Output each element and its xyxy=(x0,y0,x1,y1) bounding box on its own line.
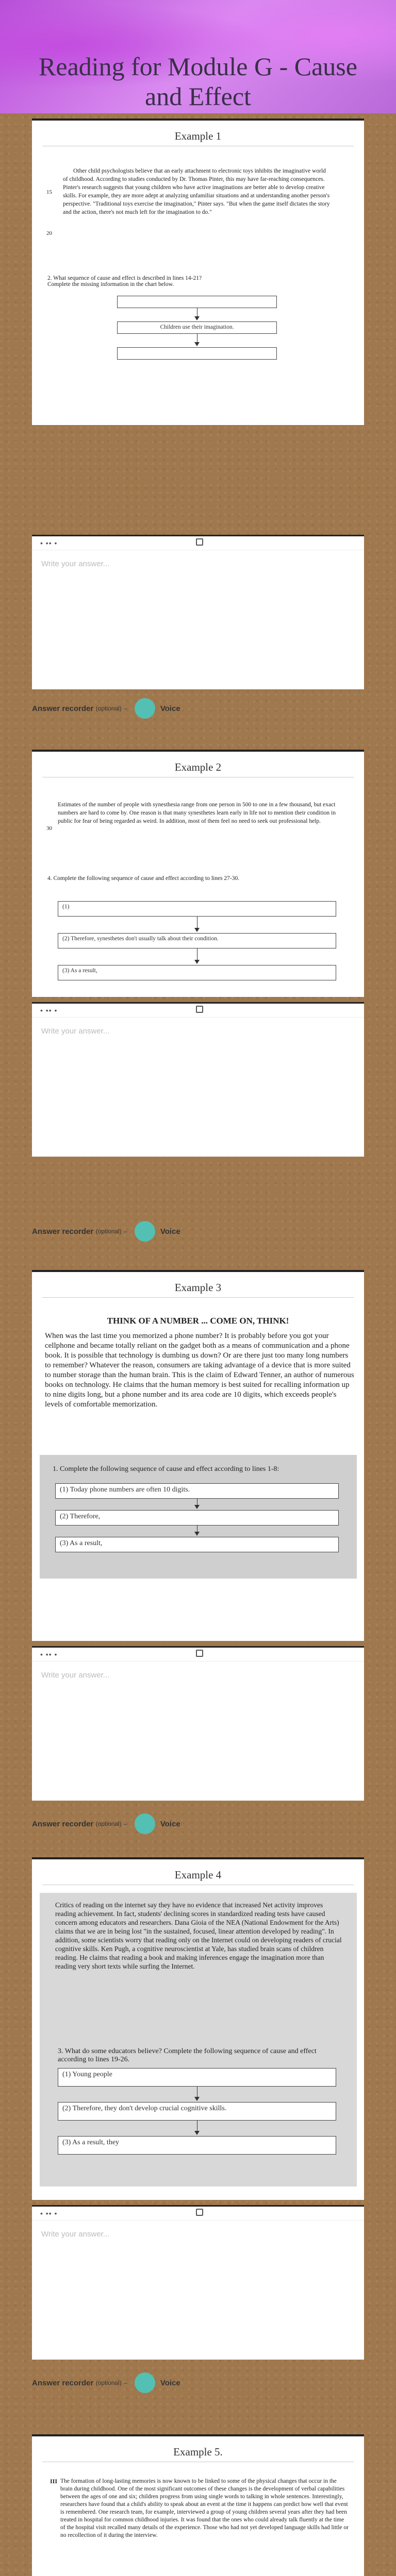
divider xyxy=(42,1297,354,1298)
recorder-optional: (optional) xyxy=(95,705,122,712)
example-card xyxy=(32,1270,364,1641)
flow-box xyxy=(117,296,277,308)
toolbar-dots[interactable]: • •• • xyxy=(40,2209,58,2217)
example-card xyxy=(32,2434,364,2576)
voice-label: Voice xyxy=(160,1227,180,1236)
example-card xyxy=(32,118,364,425)
passage: When was the last time you memorized a phone number? It is probably before you got your cellphone and became totally reliant on the gadget both as a means of communication and a phone book. It is possible that technology is dumbing us down? Or are there just too many long numbers to remember? Whatever the reason, consumers are taking advantage of a device that is more suited to number storage than the human brain. This is the claim of Edward Tenner, an author of numerous books on technology. He claims that the human memory is best suited for recalling information up to nine digits long, but a phone number and its area code are 10 digits, which exceeds people's levels of comfortable memorization. xyxy=(45,1332,354,1409)
example-card xyxy=(32,750,364,997)
flow-box: (1) Today phone numbers are often 10 digits. xyxy=(55,1483,339,1499)
question: 2. What sequence of cause and effect is described in lines 14-21? Complete the missing information in the chart below. xyxy=(47,275,202,287)
answer-box[interactable] xyxy=(32,535,364,689)
recorder-separator: – xyxy=(124,705,127,712)
toolbar-dots[interactable]: • •• • xyxy=(40,1650,58,1658)
example-card xyxy=(32,1857,364,2200)
recorder-optional: (optional) xyxy=(95,1228,122,1235)
image-icon[interactable] xyxy=(196,1650,203,1657)
example-title: Example 1 xyxy=(174,130,222,142)
voice-record-button[interactable] xyxy=(135,698,155,719)
flow-box: Children use their imagination. xyxy=(117,321,277,334)
flow-box: (1) xyxy=(58,901,336,917)
passage: Critics of reading on the internet say they have no evidence that increased Net activity improves reading achievement. In fact, students' declining scores in standardized reading tests have caused concern among educators and researchers. Dana Gioia of the NEA (National Endowment for the Arts) claims that we are in being lost "in the sustained, focused, linear attention developed by reading". In addition, some scientists worry that reading only on the Internet could on developing readers of crucial cognitive skills. Ken Pugh, a cognitive neuroscientist at Yale, has studied brain scans of children reading. He claims that reading a book and making inferences engage the imagination more than reading very short texts while surfing the Internet. xyxy=(55,1901,342,1970)
flow-box: (2) Therefore, they don't develop crucial cognitive skills. xyxy=(58,2102,336,2121)
recorder-label: Answer recorder xyxy=(32,2378,94,2387)
page-title: Reading for Module G - Cause and Effect xyxy=(39,52,357,111)
answer-box[interactable] xyxy=(32,2205,364,2360)
voice-label: Voice xyxy=(160,704,180,713)
answer-toolbar xyxy=(32,535,364,550)
flow-box: (2) Therefore, synesthetes don't usually talk about their condition. xyxy=(58,933,336,948)
flow-box xyxy=(117,347,277,360)
example-title: Example 5. xyxy=(173,2446,223,2458)
answer-toolbar xyxy=(32,1646,364,1662)
voice-label: Voice xyxy=(160,2378,180,2387)
passage-heading: THINK OF A NUMBER ... COME ON, THINK! xyxy=(107,1316,289,1326)
recorder-label: Answer recorder xyxy=(32,1227,94,1236)
passage: The formation of long-lasting memories is now known to be linked to some of the physical changes that occur in the brain during childhood. One of the most significant outcomes of these changes is the development of verbal capabilities between the ages of one and six; children progress from using single words to talking in whole sentences. Interestingly, researchers have found that a child's ability to speak about an event at the time it happens can predict how well that event is remembered. One research team, for example, interviewed a group of young children several years after they had been treated in hospital for common childhood injuries. It was found that the ones who could already talk fluently at the time of the hospital visit recalled many details of the experience. Those who had not yet developed language skills had little or no recollection of it during the interview. xyxy=(60,2478,349,2538)
answer-toolbar xyxy=(32,1002,364,1018)
question: 1. Complete the following sequence of cause and effect according to lines 1-8: xyxy=(53,1465,279,1473)
arrow-head xyxy=(194,1532,200,1536)
page-header xyxy=(0,0,396,113)
answer-box[interactable] xyxy=(32,1002,364,1157)
answer-placeholder[interactable]: Write your answer... xyxy=(41,560,110,568)
recorder-optional: (optional) xyxy=(95,2379,122,2386)
recorder-label: Answer recorder xyxy=(32,704,94,713)
arrow-head xyxy=(194,960,200,964)
question: 4. Complete the following sequence of cause and effect according to lines 27-30. xyxy=(47,875,240,882)
example-title: Example 2 xyxy=(174,761,222,773)
recorder-separator: – xyxy=(124,1228,127,1235)
voice-record-button[interactable] xyxy=(135,1221,155,1242)
recorder-label: Answer recorder xyxy=(32,1819,94,1828)
flow-box: (3) As a result, they xyxy=(58,2136,336,2155)
arrow-head xyxy=(194,1505,200,1509)
arrow-head xyxy=(194,2097,200,2101)
recorder-separator: – xyxy=(124,2379,127,2386)
toolbar-dots[interactable]: • •• • xyxy=(40,1006,58,1014)
voice-record-button[interactable] xyxy=(135,1814,155,1834)
recorder-separator: – xyxy=(124,1820,127,1827)
line-number: 20 xyxy=(46,230,52,236)
arrow-head xyxy=(194,928,200,932)
example-title: Example 4 xyxy=(174,1869,222,1881)
toolbar-dots[interactable]: • •• • xyxy=(40,539,58,547)
line-number: 30 xyxy=(46,825,52,832)
answer-placeholder[interactable]: Write your answer... xyxy=(41,1671,110,1680)
image-icon[interactable] xyxy=(196,2209,203,2216)
voice-record-button[interactable] xyxy=(135,2372,155,2393)
arrow-head xyxy=(194,316,200,320)
answer-recorder xyxy=(32,698,180,719)
arrow-head xyxy=(194,2131,200,2135)
answer-toolbar xyxy=(32,2205,364,2221)
recorder-optional: (optional) xyxy=(95,1820,122,1827)
line-number: 15 xyxy=(46,189,52,195)
answer-recorder xyxy=(32,1814,180,1834)
answer-placeholder[interactable]: Write your answer... xyxy=(41,1027,110,1036)
example-title: Example 3 xyxy=(174,1281,222,1294)
image-icon[interactable] xyxy=(196,1006,203,1013)
flow-box: (2) Therefore, xyxy=(55,1510,339,1526)
arrow-head xyxy=(194,342,200,346)
answer-recorder xyxy=(32,1221,180,1242)
answer-placeholder[interactable]: Write your answer... xyxy=(41,2230,110,2239)
passage: Estimates of the number of people with synesthesia range from one person in 500 to one in a few thousand, but exact numbers are hard to come by. One reason is that many synesthetes learn early in life not to mention their condition in public for fear of being regarded as weird. In addition, most of them feel no need to seek out professional help. xyxy=(58,802,336,824)
image-icon[interactable] xyxy=(196,538,203,546)
answer-recorder xyxy=(32,2372,180,2393)
flow-box: (1) Young people xyxy=(58,2068,336,2087)
flow-box: (3) As a result, xyxy=(55,1537,339,1552)
flow-box: (3) As a result, xyxy=(58,965,336,980)
answer-box[interactable] xyxy=(32,1646,364,1801)
paragraph-number: III xyxy=(50,2478,58,2485)
voice-label: Voice xyxy=(160,1819,180,1828)
passage: Other child psychologists believe that an early attachment to electronic toys inhibits the imaginative world of childhood. According to studies conducted by Dr. Thomas Pinter, this may have far-reaching consequences. Pinter's research suggests that young children who have active imaginations are better able to develop creative skills. For example, they are more adept at analyzing unfamiliar situations and at understanding another person's perspective. "Traditional toys exercise the imagination," Pinter says. "But when the game itself dictates the story and the action, there's not much left for the imagination to do." xyxy=(63,168,330,215)
question: 3. What do some educators believe? Complete the following sequence of cause and effect according to lines 19-26. xyxy=(58,2047,317,2063)
